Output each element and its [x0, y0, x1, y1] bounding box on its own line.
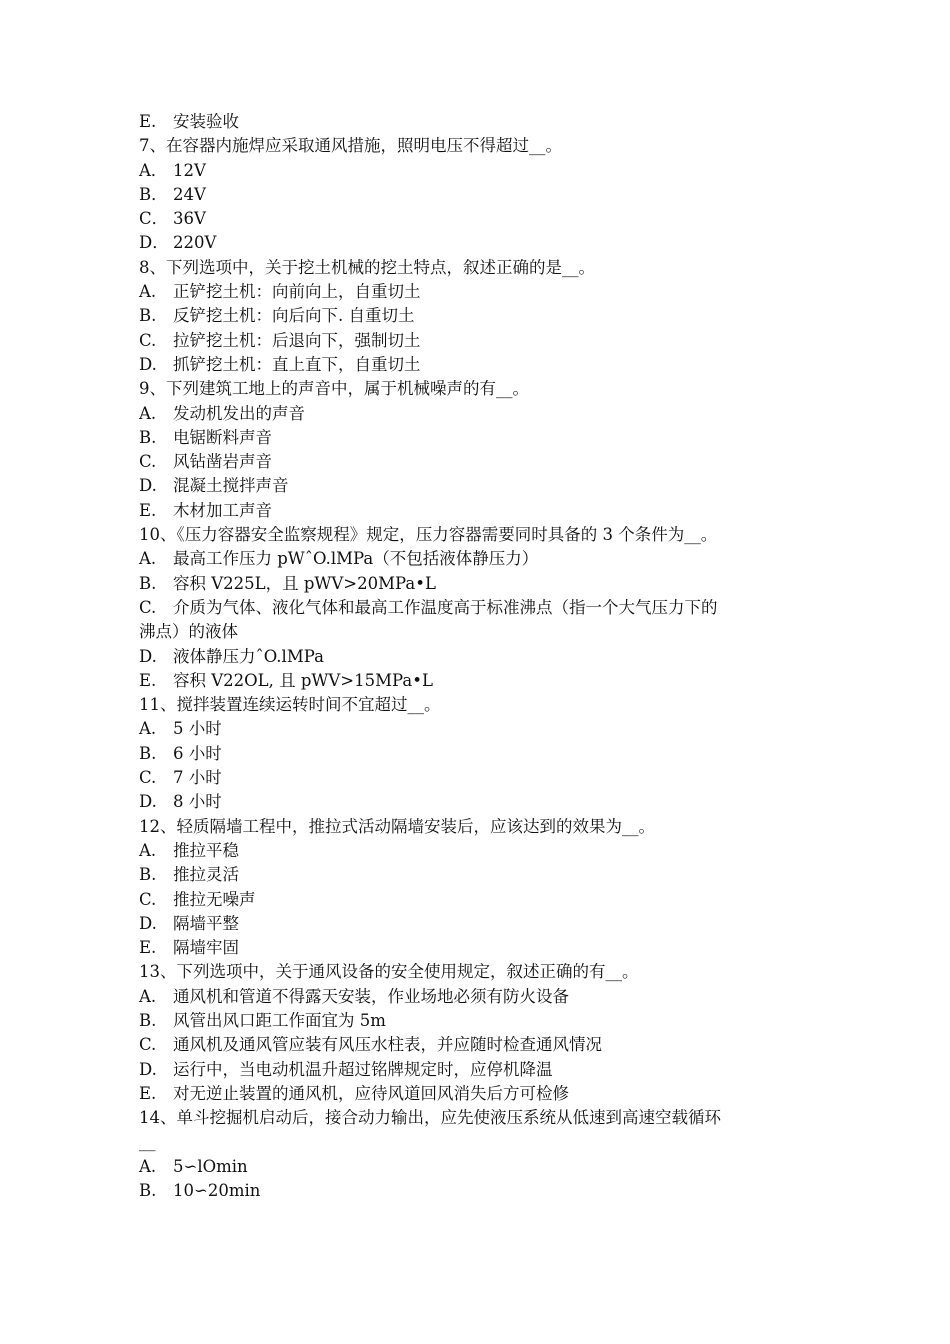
- option-text: 液体静压力ˆO.lMPa: [173, 646, 324, 666]
- option-line: [139, 790, 811, 814]
- option-line: [139, 426, 811, 450]
- option-letter: B．: [139, 184, 168, 204]
- option-line: [139, 572, 811, 596]
- option-line: [139, 329, 811, 353]
- question-line: 14、单斗挖掘机启动后，接合动力输出，应先使液压系统从低速到高速空载循环: [139, 1108, 721, 1128]
- option-letter: A.: [139, 282, 157, 302]
- option-line: [139, 1033, 811, 1057]
- option-letter: C．: [139, 209, 169, 229]
- option-line: [139, 499, 811, 523]
- option-text: 5∽lOmin: [173, 1156, 248, 1176]
- option-text: 介质为气体、液化气体和最高工作温度高于标准沸点（指一个大气压力下的: [173, 597, 718, 617]
- question-line: 8、下列选项中，关于挖土机械的挖土特点，叙述正确的是__。: [139, 257, 595, 277]
- option-text: 7 小时: [173, 768, 222, 788]
- option-text: 隔墙平整: [173, 913, 239, 933]
- option-line: [139, 596, 811, 620]
- option-letter: D．: [139, 233, 169, 253]
- option-text: 通风机及通风管应装有风压水柱表，并应随时检查通风情况: [173, 1035, 602, 1055]
- option-line: [139, 888, 811, 912]
- option-line: [139, 402, 811, 426]
- option-text: 通风机和管道不得露天安装，作业场地必须有防火设备: [173, 986, 569, 1006]
- option-text: 24V: [173, 184, 206, 204]
- document-page: [139, 110, 811, 1203]
- option-text: 220V: [173, 233, 217, 253]
- option-letter: A.: [139, 549, 157, 569]
- option-text: 36V: [173, 209, 206, 229]
- option-line: [139, 280, 811, 304]
- option-line: [139, 304, 811, 328]
- option-text: 5 小时: [173, 719, 222, 739]
- option-text: 风钻凿岩声音: [173, 452, 272, 472]
- option-letter: E.: [139, 1083, 157, 1103]
- option-line: [139, 742, 811, 766]
- option-text: 电锯断料声音: [173, 427, 272, 447]
- option-line: [139, 474, 811, 498]
- option-text: 推拉平稳: [173, 840, 239, 860]
- option-text: 风管出风口距工作面宜为 5m: [173, 1010, 386, 1030]
- option-line: [139, 1009, 811, 1033]
- question-line: 12、轻质隔墙工程中，推拉式活动隔墙安装后，应该达到的效果为__。: [139, 816, 655, 836]
- question-line: 9、下列建筑工地上的声音中，属于机械噪声的有__。: [139, 379, 529, 399]
- option-line: [139, 231, 811, 255]
- option-text: 反铲挖土机：向后向下. 自重切土: [173, 306, 415, 326]
- option-line: [139, 159, 811, 183]
- continuation-line: __: [139, 1132, 156, 1152]
- option-line: [139, 912, 811, 936]
- option-line: [139, 1179, 811, 1203]
- option-line: [139, 766, 811, 790]
- option-letter: D.: [139, 1059, 157, 1079]
- option-letter: C.: [139, 1035, 157, 1055]
- question-line: 10、《压力容器安全监察规程》规定，压力容器需要同时具备的 3 个条件为__。: [139, 525, 718, 545]
- option-line: [139, 183, 811, 207]
- option-letter: D.: [139, 913, 157, 933]
- option-letter: C.: [139, 889, 157, 909]
- option-line: [139, 1155, 811, 1179]
- option-text: 推拉无噪声: [173, 889, 256, 909]
- option-text: 混凝土搅拌声音: [173, 476, 289, 496]
- option-text: 隔墙牢固: [173, 938, 239, 958]
- option-letter: A.: [139, 840, 157, 860]
- option-text: 发动机发出的声音: [173, 403, 305, 423]
- option-letter: A.: [139, 986, 157, 1006]
- continuation-line: 沸点）的液体: [139, 622, 238, 642]
- option-line: [139, 110, 811, 134]
- option-text: 安装验收: [173, 112, 239, 131]
- option-letter: C.: [139, 597, 157, 617]
- option-line: [139, 985, 811, 1009]
- option-text: 最高工作压力 pWˆO.lMPa（不包括液体静压力）: [173, 549, 539, 569]
- option-letter: B.: [139, 573, 157, 593]
- option-letter: E.: [139, 500, 157, 520]
- option-line: [139, 1082, 811, 1106]
- question-line: 11、搅拌装置连续运转时间不宜超过__。: [139, 695, 441, 715]
- option-text: 木材加工声音: [173, 500, 272, 520]
- option-line: [139, 669, 811, 693]
- option-letter: B.: [139, 306, 157, 326]
- option-letter: B.: [139, 865, 157, 885]
- option-line: [139, 863, 811, 887]
- option-letter: A.: [139, 719, 157, 739]
- option-letter: A.: [139, 1156, 157, 1176]
- option-line: [139, 1058, 811, 1082]
- option-line: [139, 645, 811, 669]
- option-text: 容积 V225L，且 pWV>20MPa•L: [173, 573, 436, 593]
- option-line: [139, 936, 811, 960]
- option-letter: E.: [139, 670, 157, 690]
- option-line: [139, 717, 811, 741]
- option-letter: E.: [139, 938, 157, 958]
- option-letter: B.: [139, 427, 157, 447]
- option-text: 抓铲挖土机：直上直下，自重切土: [173, 354, 421, 374]
- option-line: [139, 207, 811, 231]
- option-letter: E.: [139, 112, 157, 131]
- option-line: [139, 353, 811, 377]
- option-letter: B.: [139, 743, 157, 763]
- option-text: 推拉灵活: [173, 865, 239, 885]
- option-letter: A.: [139, 403, 157, 423]
- option-text: 对无逆止装置的通风机，应待风道回风消失后方可检修: [173, 1083, 569, 1103]
- question-line: 7、在容器内施焊应采取通风措施，照明电压不得超过__。: [139, 136, 562, 156]
- option-text: 运行中，当电动机温升超过铭牌规定时，应停机降温: [173, 1059, 553, 1079]
- option-letter: B.: [139, 1181, 157, 1201]
- option-line: [139, 450, 811, 474]
- option-line: [139, 839, 811, 863]
- option-letter: C.: [139, 330, 157, 350]
- option-letter: B.: [139, 1010, 157, 1030]
- option-letter: D.: [139, 792, 157, 812]
- option-line: [139, 547, 811, 571]
- option-letter: D.: [139, 476, 157, 496]
- option-text: 拉铲挖土机：后退向下，强制切土: [173, 330, 421, 350]
- option-text: 6 小时: [173, 743, 222, 763]
- option-text: 10∽20min: [173, 1181, 261, 1201]
- option-letter: D.: [139, 354, 157, 374]
- option-letter: A．: [139, 160, 168, 180]
- option-text: 12V: [173, 160, 206, 180]
- option-text: 8 小时: [173, 792, 222, 812]
- question-line: 13、下列选项中，关于通风设备的安全使用规定，叙述正确的有__。: [139, 962, 639, 982]
- option-text: 正铲挖土机：向前向上，自重切土: [173, 282, 421, 302]
- option-text: 容积 V22OL, 且 pWV>15MPa•L: [173, 670, 433, 690]
- option-letter: C.: [139, 452, 157, 472]
- option-letter: C.: [139, 768, 157, 788]
- option-letter: D.: [139, 646, 157, 666]
